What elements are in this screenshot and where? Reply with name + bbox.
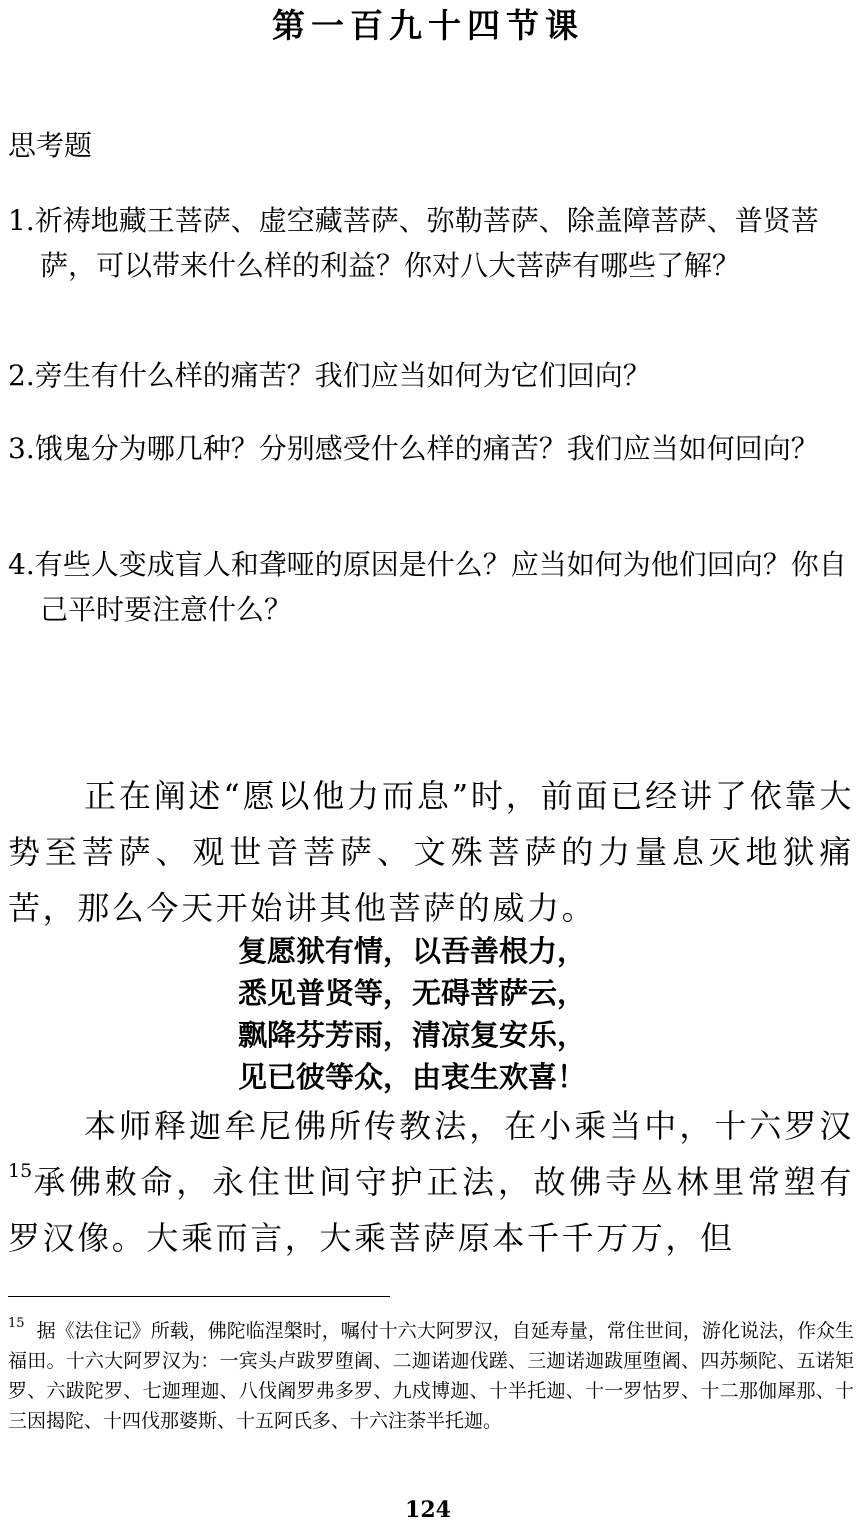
footnote-text: 据《法住记》所载，佛陀临涅槃时，嘱付十六大阿罗汉，自延寿量，常住世间，游化说法，作众生福田。十六大阿罗汉为：一宾头卢跋罗堕阇、二迦诺迦伐蹉、三迦诺迦跋厘堕阇、四苏频陀、五诺矩罗、六跋陀罗、七迦理迦、八伐阇罗弗多罗、九戍博迦、十半托迦、十一罗怙罗、十二那伽犀那、十三因揭陀、十四伐那婆斯、十五阿氏多、十六注荼半托迦。 xyxy=(8,1320,854,1432)
page-number: 124 xyxy=(405,1497,451,1523)
question-text: 饿鬼分为哪几种？分别感受什么样的痛苦？我们应当如何回向？ xyxy=(34,432,819,465)
verse-line: 飘降芬芳雨，清凉复安乐， xyxy=(238,1018,587,1052)
footnote-divider xyxy=(8,1296,390,1297)
footnote-number: 15 xyxy=(8,1315,25,1331)
question-item xyxy=(8,426,854,471)
verse-block xyxy=(238,930,586,1098)
paragraph-text: 承佛敕命，永住世间守护正法，故佛寺丛林里常塑有罗汉像。大乘而言，大乘菩萨原本千千万万，但 xyxy=(8,1163,854,1257)
footnote-reference[interactable]: 15 xyxy=(8,1160,33,1183)
footnote xyxy=(8,1316,854,1436)
body-paragraph xyxy=(8,1098,854,1266)
question-text: 有些人变成盲人和聋哑的原因是什么？应当如何为他们回向？你自己平时要注意什么？ xyxy=(34,548,847,626)
question-number: 1. xyxy=(8,204,35,237)
question-number: 4. xyxy=(8,548,35,581)
question-number: 2. xyxy=(8,359,35,392)
question-text: 祈祷地藏王菩萨、虚空藏菩萨、弥勒菩萨、除盖障菩萨、普贤菩萨，可以带来什么样的利益？你对八大菩萨有哪些了解？ xyxy=(34,204,819,282)
question-number: 3. xyxy=(8,432,35,465)
verse-line: 悉见普贤等，无碍菩萨云， xyxy=(238,976,587,1010)
verse-line: 复愿狱有情，以吾善根力， xyxy=(238,934,587,968)
lesson-title: 第一百九十四节课 xyxy=(272,6,584,45)
questions-heading: 思考题 xyxy=(8,129,93,162)
paragraph-text: 本师释迦牟尼佛所传教法，在小乘当中，十六罗汉 xyxy=(84,1107,854,1145)
body-paragraph: 正在阐述“愿以他力而息”时，前面已经讲了依靠大势至菩萨、观世音菩萨、文殊菩萨的力量息灭地狱痛苦，那么今天开始讲其他菩萨的威力。 xyxy=(8,777,854,927)
question-text: 旁生有什么样的痛苦？我们应当如何为它们回向？ xyxy=(34,359,651,392)
question-item xyxy=(8,542,854,632)
verse-line: 见已彼等众，由衷生欢喜！ xyxy=(238,1060,587,1094)
question-item xyxy=(8,198,854,288)
question-item xyxy=(8,353,854,398)
